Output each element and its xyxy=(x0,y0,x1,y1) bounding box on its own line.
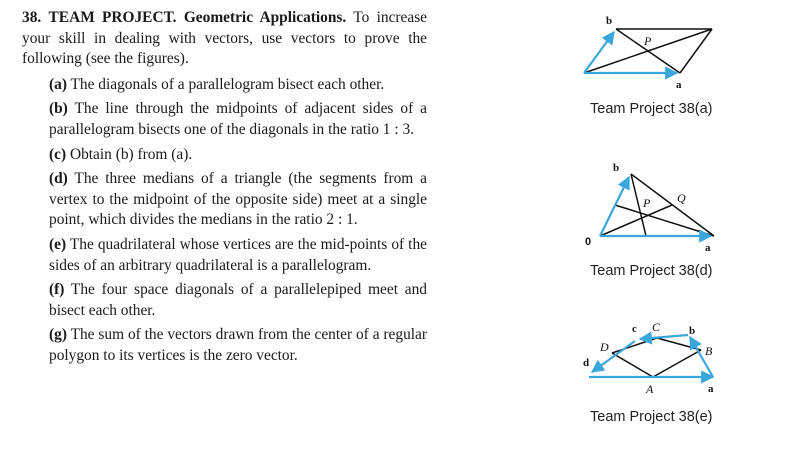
vector-d-arrow xyxy=(592,341,635,372)
label-d: d xyxy=(583,357,590,369)
item-label: (b) xyxy=(49,100,68,118)
inner-side-AD xyxy=(612,353,653,377)
label-0: 0 xyxy=(585,236,592,248)
label-b: b xyxy=(689,325,696,337)
label-P: P xyxy=(644,34,652,48)
label-a: a xyxy=(705,242,711,254)
caption-38d: Team Project 38(d) xyxy=(590,263,713,279)
label-C: C xyxy=(652,320,661,334)
figure-38d xyxy=(585,162,714,254)
label-D: D xyxy=(600,340,609,354)
item-text: The quadrilateral whose vertices are the mid-points of the sides of an arbitrary quadrilateral is a parallelogram. xyxy=(49,235,427,274)
vector-b-arrow xyxy=(600,177,629,236)
problem-intro-text: To increase your skill in dealing with vectors, use vectors to prove the following (see the figures). xyxy=(22,9,428,68)
item-text: The line through the midpoints of adjacent sides of a parallelogram bisects one of the diagonals in the ratio 1 : 3. xyxy=(49,100,428,138)
problem-title: TEAM PROJECT. Geometric Applications. xyxy=(48,9,347,26)
figure-38e xyxy=(583,320,714,396)
label-b: b xyxy=(606,15,613,27)
median-from-a xyxy=(615,205,714,236)
item-text: The diagonals of a parallelogram bisect each other. xyxy=(70,75,385,93)
item-label: (c) xyxy=(49,145,67,163)
label-a: a xyxy=(708,383,714,395)
vector-b-arrow xyxy=(584,32,614,73)
item-text: The three medians of a triangle (the segments from a vertex to the midpoint of the opposite side) meet at a single point, which divides the medians in the ratio 2 : 1. xyxy=(49,170,427,229)
label-B: B xyxy=(705,344,713,358)
label-Q: Q xyxy=(677,191,686,205)
label-P: P xyxy=(643,196,651,210)
item-label: (a) xyxy=(49,75,67,93)
label-A: A xyxy=(646,382,654,396)
inner-side-BA xyxy=(653,350,701,377)
item-label: (e) xyxy=(49,235,67,253)
item-text: The four space diagonals of a parallelepiped meet and bisect each other. xyxy=(49,281,427,319)
caption-38a: Team Project 38(a) xyxy=(590,101,713,117)
item-label: (g) xyxy=(49,326,67,344)
figure-38a xyxy=(584,15,712,91)
item-text: The sum of the vectors drawn from the center of a regular polygon to its vertices is the zero vector. xyxy=(49,326,427,364)
label-a: a xyxy=(676,79,682,91)
caption-38e: Team Project 38(e) xyxy=(590,409,713,425)
median-from-0 xyxy=(600,205,672,236)
label-b: b xyxy=(613,162,620,174)
parallelogram-right-side xyxy=(680,29,712,73)
item-label: (d) xyxy=(49,170,68,188)
label-c: c xyxy=(632,323,637,335)
item-text: Obtain (b) from (a). xyxy=(69,145,193,163)
item-label: (f) xyxy=(49,281,65,299)
problem-number: 38. xyxy=(22,9,42,26)
vector-c-arrow xyxy=(640,335,688,339)
inner-side-DC xyxy=(612,338,657,353)
